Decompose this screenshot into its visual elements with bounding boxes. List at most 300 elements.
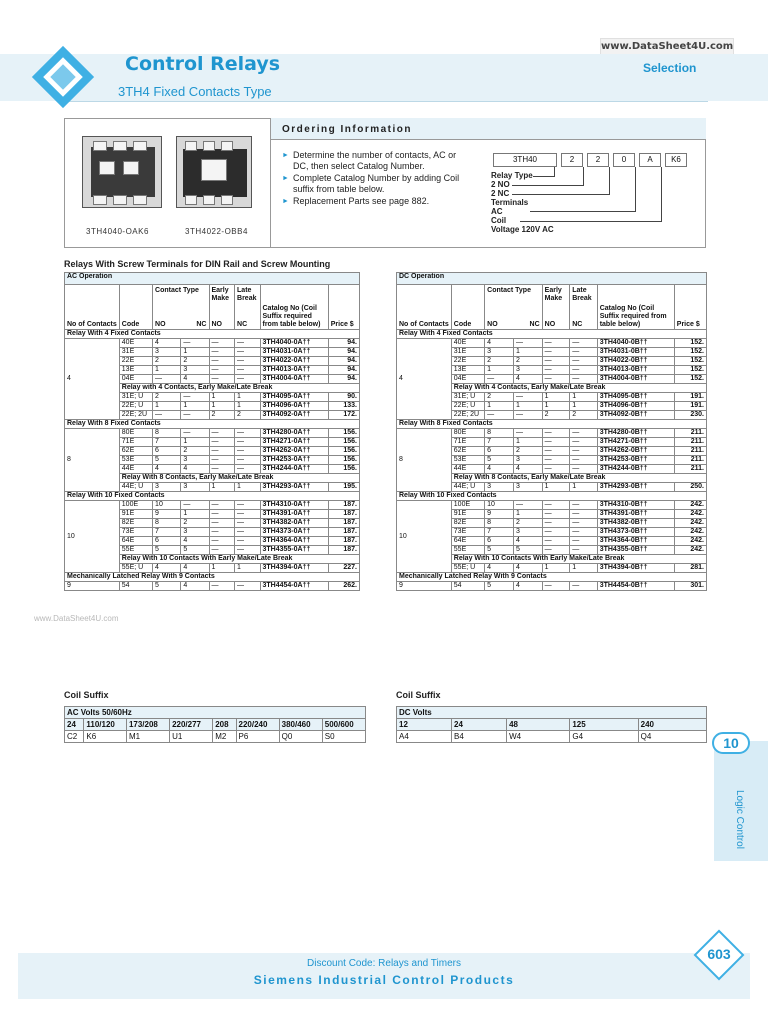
cell-no: 5 — [485, 456, 514, 465]
ordering-title: Ordering Information — [282, 124, 412, 135]
cell-nc: 3 — [513, 528, 542, 537]
cell-no: 8 — [485, 429, 514, 438]
subgroup-title: Relay With 10 Contacts With Early Make/Late Break — [119, 555, 359, 564]
cell-late-break: — — [235, 366, 260, 375]
cell-no: 7 — [485, 528, 514, 537]
cell-no: 7 — [153, 528, 181, 537]
cell-price: 242. — [674, 510, 706, 519]
code-label: 2 NO — [491, 180, 510, 189]
instruction-item: ► Replacement Parts see page 882. — [282, 196, 467, 207]
coil-voltage: 12 — [397, 719, 452, 731]
table-banner: DC Operation — [397, 273, 707, 285]
header-no: NO — [211, 321, 222, 328]
cell-catalog-no: 3TH4244-0B†† — [597, 465, 674, 474]
cell-code: 100E — [119, 501, 152, 510]
cell-catalog-no: 3TH4031-0A†† — [260, 348, 328, 357]
cell-early-make: 2 — [542, 411, 570, 420]
cell-price: 187. — [328, 537, 359, 546]
cell-early-make: — — [209, 528, 235, 537]
cell-late-break: — — [570, 537, 597, 546]
cell-early-make: 2 — [209, 411, 235, 420]
header-nc: NC — [572, 321, 583, 328]
diamond-logo-icon — [33, 47, 93, 107]
cell-price: 187. — [328, 501, 359, 510]
cell-no: 2 — [485, 357, 514, 366]
code-label: Relay Type — [491, 171, 533, 180]
relay-photo-3th4022 — [176, 136, 252, 208]
cell-code: 71E — [119, 438, 152, 447]
cell-late-break: 2 — [570, 411, 597, 420]
cell-no: 9 — [153, 510, 181, 519]
cell-price: 242. — [674, 519, 706, 528]
cell-price: 156. — [328, 447, 359, 456]
coil-banner: DC Volts — [397, 707, 707, 719]
cell-no: 3 — [153, 348, 181, 357]
cell-catalog-no: 3TH4004-0B†† — [597, 375, 674, 384]
cell-price: 211. — [674, 438, 706, 447]
instruction-item: ► Complete Catalog Number by adding Coil suffix from table below. — [282, 173, 467, 195]
code-segment: K6 — [665, 153, 687, 167]
cell-catalog-no: 3TH4355-0B†† — [597, 546, 674, 555]
coil-voltage: 380/460 — [279, 719, 322, 731]
cell-no: 3 — [485, 483, 514, 492]
cell-no: 1 — [485, 366, 514, 375]
section-label: Selection — [643, 61, 697, 75]
cell-late-break: — — [570, 429, 597, 438]
cell-price: 156. — [328, 438, 359, 447]
coil-code: Q4 — [638, 731, 706, 743]
cell-nc: 5 — [513, 546, 542, 555]
cell-catalog-no: 3TH4262-0B†† — [597, 447, 674, 456]
cell-catalog-no: 3TH4364-0A†† — [260, 537, 328, 546]
coil-voltage: 173/208 — [126, 719, 169, 731]
cell-no: 10 — [485, 501, 514, 510]
cell-no: 4 — [153, 564, 181, 573]
cell-late-break: — — [235, 375, 260, 384]
code-segment: A — [639, 153, 661, 167]
cell-no: 4 — [485, 564, 514, 573]
cell-no: 8 — [153, 519, 181, 528]
coil-suffix-title-ac: Coil Suffix — [64, 690, 109, 700]
cell-late-break: — — [235, 456, 260, 465]
cell-no: 3 — [153, 483, 181, 492]
coil-code: M2 — [213, 731, 236, 743]
cell-catalog-no: 3TH4013-0B†† — [597, 366, 674, 375]
cell-code: 44E; U — [451, 483, 484, 492]
cell-nc: — — [513, 393, 542, 402]
cell-catalog-no: 3TH4454-0B†† — [597, 582, 674, 591]
cell-late-break: — — [235, 339, 260, 348]
contacts-count: 8 — [65, 429, 120, 492]
cell-nc: 4 — [513, 537, 542, 546]
cell-late-break: — — [235, 582, 260, 591]
cell-nc: 1 — [181, 438, 209, 447]
cell-early-make: — — [209, 501, 235, 510]
cell-late-break: — — [235, 438, 260, 447]
cell-catalog-no: 3TH4310-0A†† — [260, 501, 328, 510]
cell-price: 211. — [674, 456, 706, 465]
cell-code: 31E; U — [451, 393, 484, 402]
cell-code: 55E; U — [451, 564, 484, 573]
subgroup-title: Relay with 4 Contacts, Early Make/Late Break — [119, 384, 359, 393]
cell-code: 31E — [451, 348, 484, 357]
cell-price: 152. — [674, 348, 706, 357]
cell-catalog-no: 3TH4013-0A†† — [260, 366, 328, 375]
cell-late-break: — — [235, 510, 260, 519]
cell-price: 242. — [674, 537, 706, 546]
header-contacts: No of Contacts — [397, 285, 452, 330]
cell-late-break: — — [235, 348, 260, 357]
cell-code: 04E — [119, 375, 152, 384]
coil-code: K6 — [84, 731, 127, 743]
cell-late-break: — — [570, 375, 597, 384]
contacts-count: 10 — [397, 501, 452, 573]
cell-catalog-no: 3TH4031-0B†† — [597, 348, 674, 357]
cell-nc: 2 — [513, 447, 542, 456]
header-contact-type — [153, 285, 209, 330]
coil-code: C2 — [65, 731, 84, 743]
cell-catalog-no: 3TH4022-0B†† — [597, 357, 674, 366]
header-code: Code — [119, 285, 152, 330]
cell-nc: — — [513, 501, 542, 510]
cell-early-make: — — [542, 501, 570, 510]
cell-code: 44E — [451, 465, 484, 474]
cell-no: 8 — [485, 519, 514, 528]
cell-early-make: — — [542, 339, 570, 348]
cell-price: 250. — [674, 483, 706, 492]
cell-no: 1 — [153, 402, 181, 411]
cell-early-make: — — [209, 510, 235, 519]
cell-no: 4 — [485, 339, 514, 348]
cell-no: 3 — [485, 348, 514, 357]
cell-late-break: 1 — [570, 564, 597, 573]
cell-early-make: 1 — [542, 393, 570, 402]
coil-code: U1 — [170, 731, 213, 743]
cell-price: 227. — [328, 564, 359, 573]
relays-section-title: Relays With Screw Terminals for DIN Rail and Screw Mounting — [64, 259, 331, 269]
cell-contacts: 9 — [65, 582, 120, 591]
cell-price: 242. — [674, 501, 706, 510]
cell-late-break: 1 — [570, 393, 597, 402]
cell-no: 5 — [153, 456, 181, 465]
cell-price: 152. — [674, 375, 706, 384]
cell-early-make: 1 — [542, 564, 570, 573]
cell-nc: 3 — [181, 366, 209, 375]
cell-price: 191. — [674, 393, 706, 402]
contacts-count: 8 — [397, 429, 452, 492]
cell-nc: 1 — [181, 510, 209, 519]
cell-no: 2 — [153, 357, 181, 366]
cell-late-break: — — [235, 447, 260, 456]
cell-late-break: 1 — [235, 483, 260, 492]
chapter-number: 10 — [712, 732, 750, 754]
dc-relay-table — [396, 272, 707, 591]
header-no: NO — [544, 321, 556, 328]
coil-code: M1 — [126, 731, 169, 743]
cell-nc: 3 — [513, 366, 542, 375]
cell-early-make: — — [209, 546, 235, 555]
header-no: NO — [487, 321, 498, 328]
cell-price: 156. — [328, 465, 359, 474]
cell-no: 6 — [485, 447, 514, 456]
cell-late-break: — — [570, 456, 597, 465]
cell-catalog-no: 3TH4394-0A†† — [260, 564, 328, 573]
cell-catalog-no: 3TH4382-0A†† — [260, 519, 328, 528]
cell-no: 5 — [485, 546, 514, 555]
instruction-item: ► Determine the number of contacts, AC or DC, then select Catalog Number. — [282, 150, 467, 172]
discount-code: Discount Code: Relays and Timers — [307, 958, 461, 969]
cell-nc: 1 — [513, 510, 542, 519]
cell-price: 211. — [674, 465, 706, 474]
cell-nc: 1 — [513, 402, 542, 411]
header-code: Code — [451, 285, 484, 330]
cell-no: — — [485, 411, 514, 420]
header-nc: NC — [529, 321, 540, 328]
cell-price: 94. — [328, 375, 359, 384]
cell-catalog-no: 3TH4391-0B†† — [597, 510, 674, 519]
cell-nc: 3 — [513, 483, 542, 492]
header-contact-type-label: Contact Type — [487, 287, 531, 294]
cell-code: 40E — [451, 339, 484, 348]
cell-early-make: — — [209, 537, 235, 546]
ordering-instructions — [282, 150, 467, 208]
cell-code: 64E — [451, 537, 484, 546]
coil-code: B4 — [452, 731, 507, 743]
cell-early-make: — — [209, 348, 235, 357]
cell-catalog-no: 3TH4373-0B†† — [597, 528, 674, 537]
cell-late-break: 1 — [570, 483, 597, 492]
cell-late-break: 1 — [235, 564, 260, 573]
cell-catalog-no: 3TH4293-0A†† — [260, 483, 328, 492]
cell-late-break: — — [570, 501, 597, 510]
cell-nc: — — [513, 339, 542, 348]
cell-nc: 4 — [181, 537, 209, 546]
cell-early-make: — — [209, 519, 235, 528]
cell-catalog-no: 3TH4271-0B†† — [597, 438, 674, 447]
cell-late-break: — — [570, 465, 597, 474]
cell-nc: 3 — [181, 456, 209, 465]
coil-code: G4 — [570, 731, 638, 743]
cell-catalog-no: 3TH4280-0A†† — [260, 429, 328, 438]
cell-no: 1 — [153, 366, 181, 375]
cell-price: 187. — [328, 510, 359, 519]
header-early-make-label: Early Make — [211, 287, 230, 302]
cell-catalog-no: 3TH4271-0A†† — [260, 438, 328, 447]
cell-code: 55E — [119, 546, 152, 555]
cell-catalog-no: 3TH4310-0B†† — [597, 501, 674, 510]
code-label: 2 NC — [491, 189, 510, 198]
cell-nc: 4 — [181, 564, 209, 573]
subgroup-title: Relay With 10 Contacts With Early Make/Late Break — [451, 555, 706, 564]
coil-suffix-ac-table — [64, 706, 366, 743]
coil-code: Q0 — [279, 731, 322, 743]
cell-early-make: 1 — [209, 564, 235, 573]
image-caption-2: 3TH4022-OBB4 — [185, 227, 248, 236]
cell-early-make: — — [542, 438, 570, 447]
cell-price: 94. — [328, 339, 359, 348]
coil-voltage: 24 — [452, 719, 507, 731]
cell-contacts: 9 — [397, 582, 452, 591]
relay-photo-3th4040 — [82, 136, 162, 208]
cell-late-break: — — [570, 582, 597, 591]
cell-catalog-no: 3TH4280-0B†† — [597, 429, 674, 438]
cell-late-break: — — [570, 438, 597, 447]
cell-late-break: — — [570, 546, 597, 555]
cell-code: 55E; U — [119, 564, 152, 573]
header-price: Price $ — [674, 285, 706, 330]
cell-no: 7 — [153, 438, 181, 447]
coil-voltage: 208 — [213, 719, 236, 731]
cell-early-make: — — [542, 465, 570, 474]
cell-no: 4 — [153, 339, 181, 348]
header-divider — [60, 101, 708, 102]
image-caption-1: 3TH4040-OAK6 — [86, 227, 149, 236]
header-nc: NC — [196, 321, 207, 328]
cell-price: 133. — [328, 402, 359, 411]
cell-late-break: — — [235, 537, 260, 546]
cell-late-break: — — [570, 348, 597, 357]
catalog-code-legend — [491, 171, 554, 234]
header-late-break — [570, 285, 597, 330]
coil-voltage: 110/120 — [84, 719, 127, 731]
cell-code: 22E; U — [451, 402, 484, 411]
group-title: Relay With 8 Fixed Contacts — [397, 420, 707, 429]
cell-price: 187. — [328, 519, 359, 528]
contacts-count: 10 — [65, 501, 120, 573]
code-segment: 2 — [587, 153, 609, 167]
header-contact-type-label: Contact Type — [155, 287, 199, 294]
cell-price: 187. — [328, 528, 359, 537]
cell-code: 13E — [451, 366, 484, 375]
group-title: Relay With 10 Fixed Contacts — [65, 492, 360, 501]
code-label: Terminals — [491, 198, 529, 207]
cell-nc: 4 — [181, 465, 209, 474]
cell-catalog-no: 3TH4095-0B†† — [597, 393, 674, 402]
table-banner: AC Operation — [65, 273, 360, 285]
cell-nc: — — [181, 393, 209, 402]
code-segment: 2 — [561, 153, 583, 167]
coil-voltage: 240 — [638, 719, 706, 731]
cell-nc: — — [513, 429, 542, 438]
cell-early-make: — — [209, 582, 235, 591]
cell-nc: 3 — [181, 483, 209, 492]
coil-code: W4 — [507, 731, 570, 743]
header-contacts: No of Contacts — [65, 285, 120, 330]
cell-price: 191. — [674, 402, 706, 411]
cell-catalog-no: 3TH4253-0B†† — [597, 456, 674, 465]
cell-late-break: — — [235, 546, 260, 555]
cell-nc: — — [181, 501, 209, 510]
cell-late-break: — — [235, 465, 260, 474]
cell-nc: — — [513, 411, 542, 420]
cell-nc: 5 — [181, 546, 209, 555]
cell-nc: — — [181, 339, 209, 348]
cell-early-make: — — [542, 510, 570, 519]
cell-nc: 1 — [513, 348, 542, 357]
cell-catalog-no: 3TH4244-0A†† — [260, 465, 328, 474]
cell-early-make: — — [542, 357, 570, 366]
cell-early-make: — — [209, 366, 235, 375]
cell-nc: 3 — [513, 456, 542, 465]
cell-price: 211. — [674, 429, 706, 438]
cell-no: 5 — [153, 546, 181, 555]
header-early-make — [209, 285, 235, 330]
cell-no: 6 — [153, 447, 181, 456]
cell-no: 2 — [485, 393, 514, 402]
cell-late-break: — — [235, 429, 260, 438]
header-nc: NC — [237, 321, 248, 328]
footer-brand: Siemens Industrial Control Products — [253, 973, 515, 987]
cell-catalog-no: 3TH4373-0A†† — [260, 528, 328, 537]
cell-late-break: — — [570, 519, 597, 528]
cell-code: 04E — [451, 375, 484, 384]
cell-no: 2 — [153, 393, 181, 402]
code-segment: 3TH40 — [493, 153, 557, 167]
cell-code: 80E — [451, 429, 484, 438]
cell-early-make: 1 — [542, 402, 570, 411]
coil-code: P6 — [236, 731, 279, 743]
group-title: Mechanically Latched Relay With 9 Contacts — [65, 573, 360, 582]
cell-catalog-no: 3TH4364-0B†† — [597, 537, 674, 546]
cell-code: 73E — [451, 528, 484, 537]
cell-code: 91E — [451, 510, 484, 519]
cell-code: 44E — [119, 465, 152, 474]
coil-voltage: 220/277 — [170, 719, 213, 731]
cell-price: 156. — [328, 429, 359, 438]
cell-late-break: 1 — [235, 393, 260, 402]
cell-no: 5 — [485, 582, 514, 591]
cell-early-make: 1 — [209, 402, 235, 411]
cell-price: 90. — [328, 393, 359, 402]
group-title: Relay With 8 Fixed Contacts — [65, 420, 360, 429]
cell-late-break: 2 — [235, 411, 260, 420]
cell-code: 80E — [119, 429, 152, 438]
coil-banner: AC Volts 50/60Hz — [65, 707, 366, 719]
cell-price: 301. — [674, 582, 706, 591]
cell-price: 262. — [328, 582, 359, 591]
cell-no: 6 — [485, 537, 514, 546]
cell-price: 242. — [674, 528, 706, 537]
cell-code: 54 — [451, 582, 484, 591]
cell-early-make: — — [209, 375, 235, 384]
cell-price: 211. — [674, 447, 706, 456]
cell-late-break: 1 — [570, 402, 597, 411]
coil-suffix-dc-table — [396, 706, 707, 743]
cell-late-break: — — [570, 339, 597, 348]
cell-price: 152. — [674, 366, 706, 375]
cell-nc: — — [181, 411, 209, 420]
watermark-link[interactable]: www.DataSheet4U.com — [600, 38, 734, 55]
cell-early-make: — — [209, 456, 235, 465]
cell-price: 195. — [328, 483, 359, 492]
page-subtitle: 3TH4 Fixed Contacts Type — [118, 84, 272, 99]
cell-late-break: — — [570, 528, 597, 537]
header-late-break-label: Late Break — [572, 287, 592, 302]
cell-price: 242. — [674, 546, 706, 555]
cell-early-make: — — [209, 465, 235, 474]
cell-early-make: — — [542, 519, 570, 528]
header-catalog: Catalog No (Coil Suffix required from table below) — [597, 285, 674, 330]
cell-late-break: — — [570, 447, 597, 456]
cell-early-make: — — [209, 447, 235, 456]
cell-nc: 2 — [513, 519, 542, 528]
cell-late-break: — — [235, 357, 260, 366]
cell-price: 152. — [674, 357, 706, 366]
cell-code: 71E — [451, 438, 484, 447]
cell-code: 62E — [451, 447, 484, 456]
cell-code: 53E — [451, 456, 484, 465]
cell-code: 40E — [119, 339, 152, 348]
